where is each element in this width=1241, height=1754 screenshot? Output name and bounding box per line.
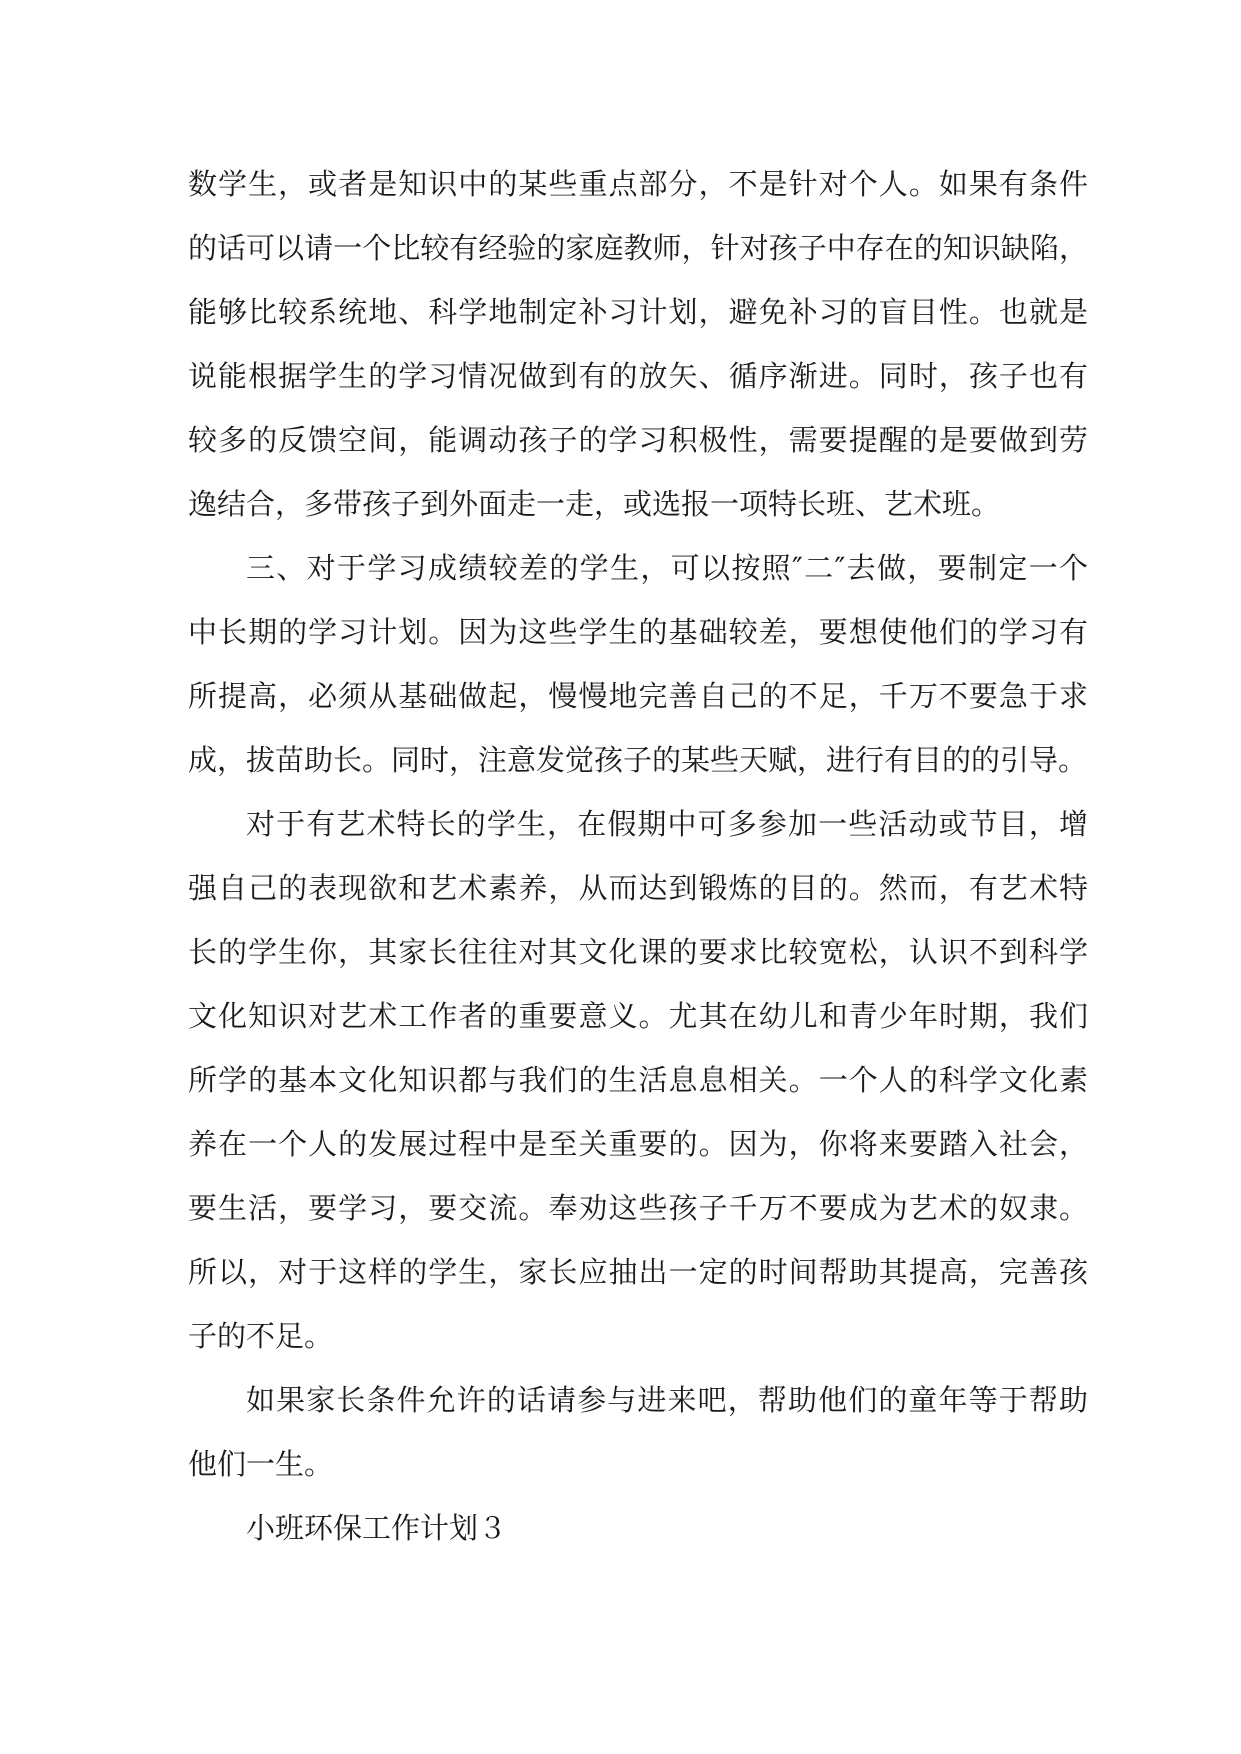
text-line: 如果家长条件允许的话请参与进来吧，帮助他们的童年等于帮助: [246, 1383, 1088, 1417]
document-body: [188, 160, 1088, 1568]
text-line: 较多的反馈空间，能调动孩子的学习积极性，需要提醒的是要做到劳: [188, 423, 1088, 457]
text-line: 要生活，要学习，要交流。奉劝这些孩子千万不要成为艺术的奴隶。: [188, 1191, 1088, 1225]
text-line: 三、对于学习成绩较差的学生，可以按照″二″去做，要制定一个: [246, 551, 1088, 585]
text-line: 文化知识对艺术工作者的重要意义。尤其在幼儿和青少年时期，我们: [188, 999, 1088, 1033]
text-line: 他们一生。: [188, 1447, 334, 1481]
text-line: 数学生，或者是知识中的某些重点部分，不是针对个人。如果有条件: [188, 167, 1088, 201]
text-line: 对于有艺术特长的学生，在假期中可多参加一些活动或节目，增: [246, 807, 1088, 841]
text-line: 说能根据学生的学习情况做到有的放矢、循序渐进。同时，孩子也有: [188, 359, 1088, 393]
text-line: 长的学生你，其家长往往对其文化课的要求比较宽松，认识不到科学: [188, 935, 1088, 969]
paragraph-p5: [188, 1504, 1088, 1568]
text-line: 强自己的表现欲和艺术素养，从而达到锻炼的目的。然而，有艺术特: [188, 871, 1088, 905]
text-line: 逸结合，多带孩子到外面走一走，或选报一项特长班、艺术班。: [188, 487, 1001, 521]
text-line: 能够比较系统地、科学地制定补习计划，避免补习的盲目性。也就是: [188, 295, 1088, 329]
text-line: 的话可以请一个比较有经验的家庭教师，针对孩子中存在的知识缺陷，: [188, 231, 1088, 265]
text-line: 子的不足。: [188, 1319, 334, 1353]
text-line: 成，拔苗助长。同时，注意发觉孩子的某些天赋，进行有目的的引导。: [188, 743, 1088, 777]
text-line: 养在一个人的发展过程中是至关重要的。因为，你将来要踏入社会，: [188, 1127, 1088, 1161]
paragraph-p4: [188, 1376, 1088, 1504]
text-line: 所以，对于这样的学生，家长应抽出一定的时间帮助其提高，完善孩: [188, 1255, 1088, 1289]
text-line: 所提高，必须从基础做起，慢慢地完善自己的不足，千万不要急于求: [188, 679, 1088, 713]
text-line: 中长期的学习计划。因为这些学生的基础较差，要想使他们的学习有: [188, 615, 1088, 649]
text-line: 所学的基本文化知识都与我们的生活息息相关。一个人的科学文化素: [188, 1063, 1088, 1097]
text-line: 小班环保工作计划３: [246, 1511, 508, 1545]
paragraph-p1: [188, 160, 1088, 544]
paragraph-p2: [188, 544, 1088, 800]
paragraph-p3: [188, 800, 1088, 1376]
